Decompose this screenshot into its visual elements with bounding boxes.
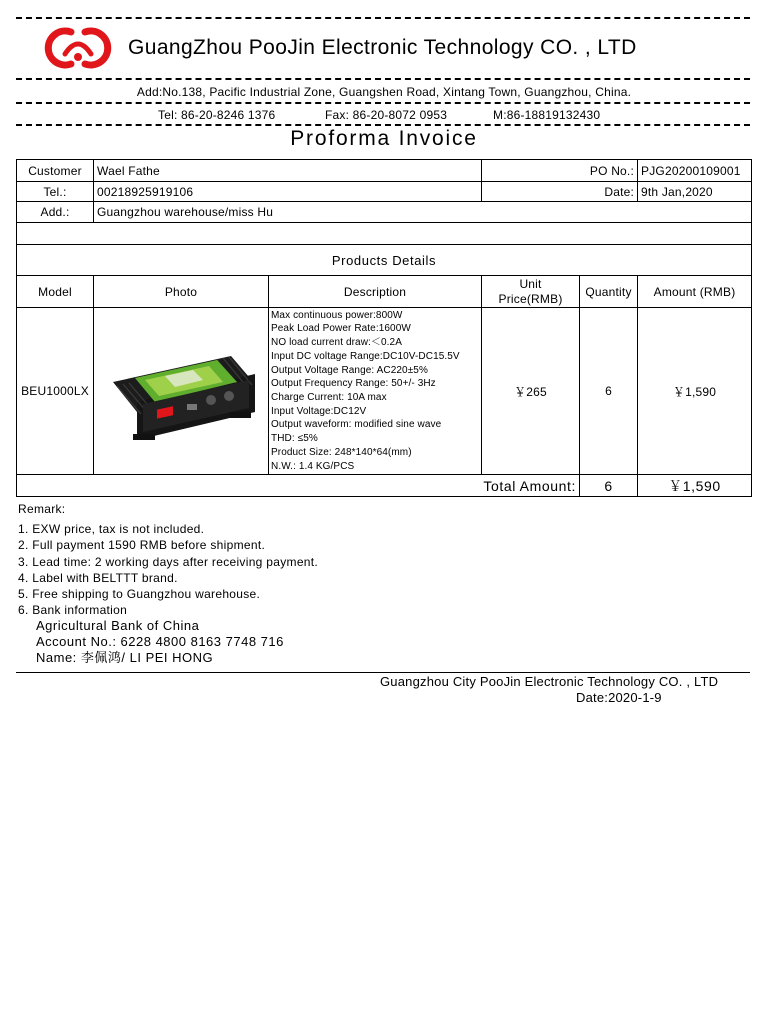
total-amount: ￥1,590 <box>638 475 752 497</box>
remark-item: 5. Free shipping to Guangzhou warehouse. <box>18 587 261 602</box>
bank-account: Account No.: 6228 4800 8163 7748 716 <box>36 634 284 650</box>
header-unit-price-line1: Unit <box>519 276 542 291</box>
header-unit-price-line2: Price(RMB) <box>498 291 563 306</box>
address-row <box>17 202 752 223</box>
company-tel: Tel: 86-20-8246 1376 <box>158 108 276 122</box>
header-description: Description <box>269 276 482 308</box>
invoice-table <box>16 159 752 497</box>
remarks-label: Remark: <box>18 502 66 516</box>
header-model: Model <box>17 276 94 308</box>
header-unit-price <box>482 276 580 308</box>
power-inverter-image <box>99 330 264 450</box>
footer-company: Guangzhou City PooJin Electronic Technology CO. , LTD <box>380 674 719 689</box>
remark-item: 1. EXW price, tax is not included. <box>18 522 205 537</box>
desc-line: Charge Current: 10A max <box>271 392 387 403</box>
desc-line: Output Frequency Range: 50+/- 3Hz <box>271 378 436 390</box>
desc-line: Product Size: 248*140*64(mm) <box>271 446 412 458</box>
desc-line: Output waveform: modified sine wave <box>271 419 442 431</box>
contact-divider <box>16 124 750 126</box>
remark-item: 6. Bank information <box>18 603 128 618</box>
remark-item: 2. Full payment 1590 RMB before shipment. <box>18 538 266 553</box>
header-amount: Amount (RMB) <box>638 276 752 308</box>
column-header-row <box>17 276 752 308</box>
product-description <box>269 308 482 475</box>
product-amount: ￥1,590 <box>638 308 752 475</box>
desc-line: N.W.: 1.4 KG/PCS <box>271 460 355 472</box>
remarks-block <box>18 501 318 618</box>
date-label: Date: <box>482 182 638 202</box>
product-quantity: 6 <box>580 308 638 475</box>
company-address: Add:No.138, Pacific Industrial Zone, Guangshen Road, Xintang Town, Guangzhou, China. <box>136 85 632 99</box>
customer-label: Customer <box>17 160 94 182</box>
top-divider <box>16 17 750 19</box>
spacer-row <box>17 223 752 245</box>
desc-line: NO load current draw:＜0.2A <box>271 337 402 349</box>
remark-item: 3. Lead time: 2 working days after receiving payment. <box>18 554 319 569</box>
company-name: GuangZhou PooJin Electronic Technology CO. , LTD <box>128 36 637 59</box>
company-mobile: M:86-18819132430 <box>493 108 601 122</box>
po-value: PJG20200109001 <box>638 160 752 182</box>
desc-line: Output Voltage Range: AC220±5% <box>271 364 428 376</box>
customer-row <box>17 160 752 182</box>
address-divider <box>16 102 750 104</box>
footer-date: Date:2020-1-9 <box>576 690 662 705</box>
desc-line: Input DC voltage Range:DC10V-DC15.5V <box>271 350 460 362</box>
product-unit-price: ￥265 <box>482 308 580 475</box>
company-fax: Fax: 86-20-8072 0953 <box>325 108 448 122</box>
tel-value: 00218925919106 <box>94 182 482 202</box>
bank-info <box>36 618 284 667</box>
company-logo-icon <box>43 24 113 72</box>
product-photo <box>94 308 269 475</box>
product-model: BEU1000LX <box>17 308 94 475</box>
remark-item: 4. Label with BELTTT brand. <box>18 570 178 585</box>
tel-label: Tel.: <box>17 182 94 202</box>
total-label: Total Amount: <box>17 475 580 497</box>
total-row <box>17 475 752 497</box>
footer-divider <box>16 672 750 673</box>
header-divider <box>16 78 750 80</box>
bank-account-holder: Name: 李佩鸿/ LI PEI HONG <box>36 650 214 666</box>
desc-line: THD: ≤5% <box>271 433 318 445</box>
desc-line: Input Voltage:DC12V <box>271 405 367 417</box>
empty-cell <box>17 223 752 245</box>
product-row <box>17 308 752 475</box>
add-value: Guangzhou warehouse/miss Hu <box>94 202 752 223</box>
total-quantity: 6 <box>580 475 638 497</box>
document-title: Proforma Invoice <box>290 127 478 150</box>
customer-value: Wael Fathe <box>94 160 482 182</box>
date-value: 9th Jan,2020 <box>638 182 752 202</box>
add-label: Add.: <box>17 202 94 223</box>
section-title-row <box>17 245 752 276</box>
po-label: PO No.: <box>482 160 638 182</box>
desc-line: Peak Load Power Rate:1600W <box>271 323 411 335</box>
desc-line: Max continuous power:800W <box>271 309 403 321</box>
products-section-title: Products Details <box>17 245 752 276</box>
bank-name: Agricultural Bank of China <box>36 618 200 633</box>
header-quantity: Quantity <box>580 276 638 308</box>
header-photo: Photo <box>94 276 269 308</box>
tel-row <box>17 182 752 202</box>
